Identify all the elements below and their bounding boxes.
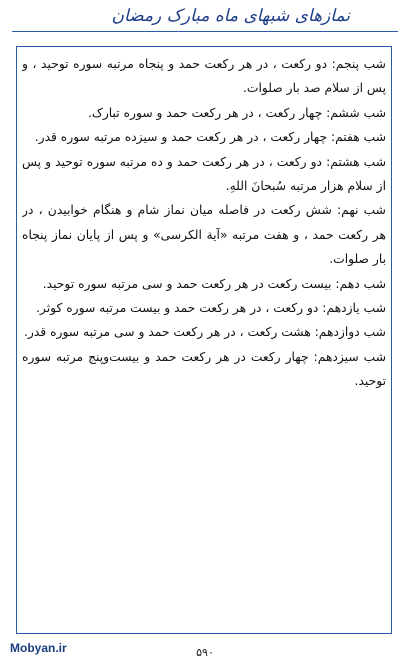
page-title: نمازهای شبهای ماه مبارک رمضان — [111, 6, 350, 26]
page-number: ۵۹۰ — [196, 646, 214, 659]
paragraph-night-13: شب سیزدهم: چهار رکعت در هر رکعت حمد و بیست‌وپنج مرتبه سوره توحید. — [22, 349, 386, 389]
paragraph-night-6: شب ششم: چهار رکعت ، در هر رکعت حمد و سوره تبارک. — [87, 105, 386, 120]
paragraph-night-10: شب دهم: بیست رکعت در هر رکعت حمد و سی مرتبه سوره توحید. — [42, 276, 386, 291]
paragraph-night-12: شب دوازدهم: هشت رکعت ، در هر رکعت حمد و سی مرتبه سوره قدر. — [23, 325, 386, 340]
paragraph-night-8: شب هشتم: دو رکعت ، در هر رکعت حمد و ده مرتبه سوره توحید و پس از سلام هزار مرتبه سُبحانَ اللهِ. — [22, 154, 386, 194]
page-header — [0, 0, 410, 40]
body-text — [22, 52, 386, 628]
site-watermark: Mobyan.ir — [10, 641, 67, 655]
header-rule — [12, 31, 398, 32]
paragraph-night-5: شب پنجم: دو رکعت ، در هر رکعت حمد و پنجاه مرتبه سوره توحید ، و پس از سلام صد بار صلوات. — [22, 57, 386, 96]
paragraph-night-9: شب نهم: شش رکعت در فاصله میان نماز شام و هنگام خوابیدن ، در هر رکعت حمد ، و هفت مرتبه «آیة الکرسی» و پس از پایان نماز پنجاه بار صلوات. — [22, 203, 386, 267]
paragraph-night-7: شب هفتم: چهار رکعت ، در هر رکعت حمد و سیزده مرتبه سوره قدر. — [34, 130, 386, 145]
paragraph-night-11: شب یازدهم: دو رکعت ، در هر رکعت حمد و بیست مرتبه سوره کوثر. — [36, 301, 386, 316]
